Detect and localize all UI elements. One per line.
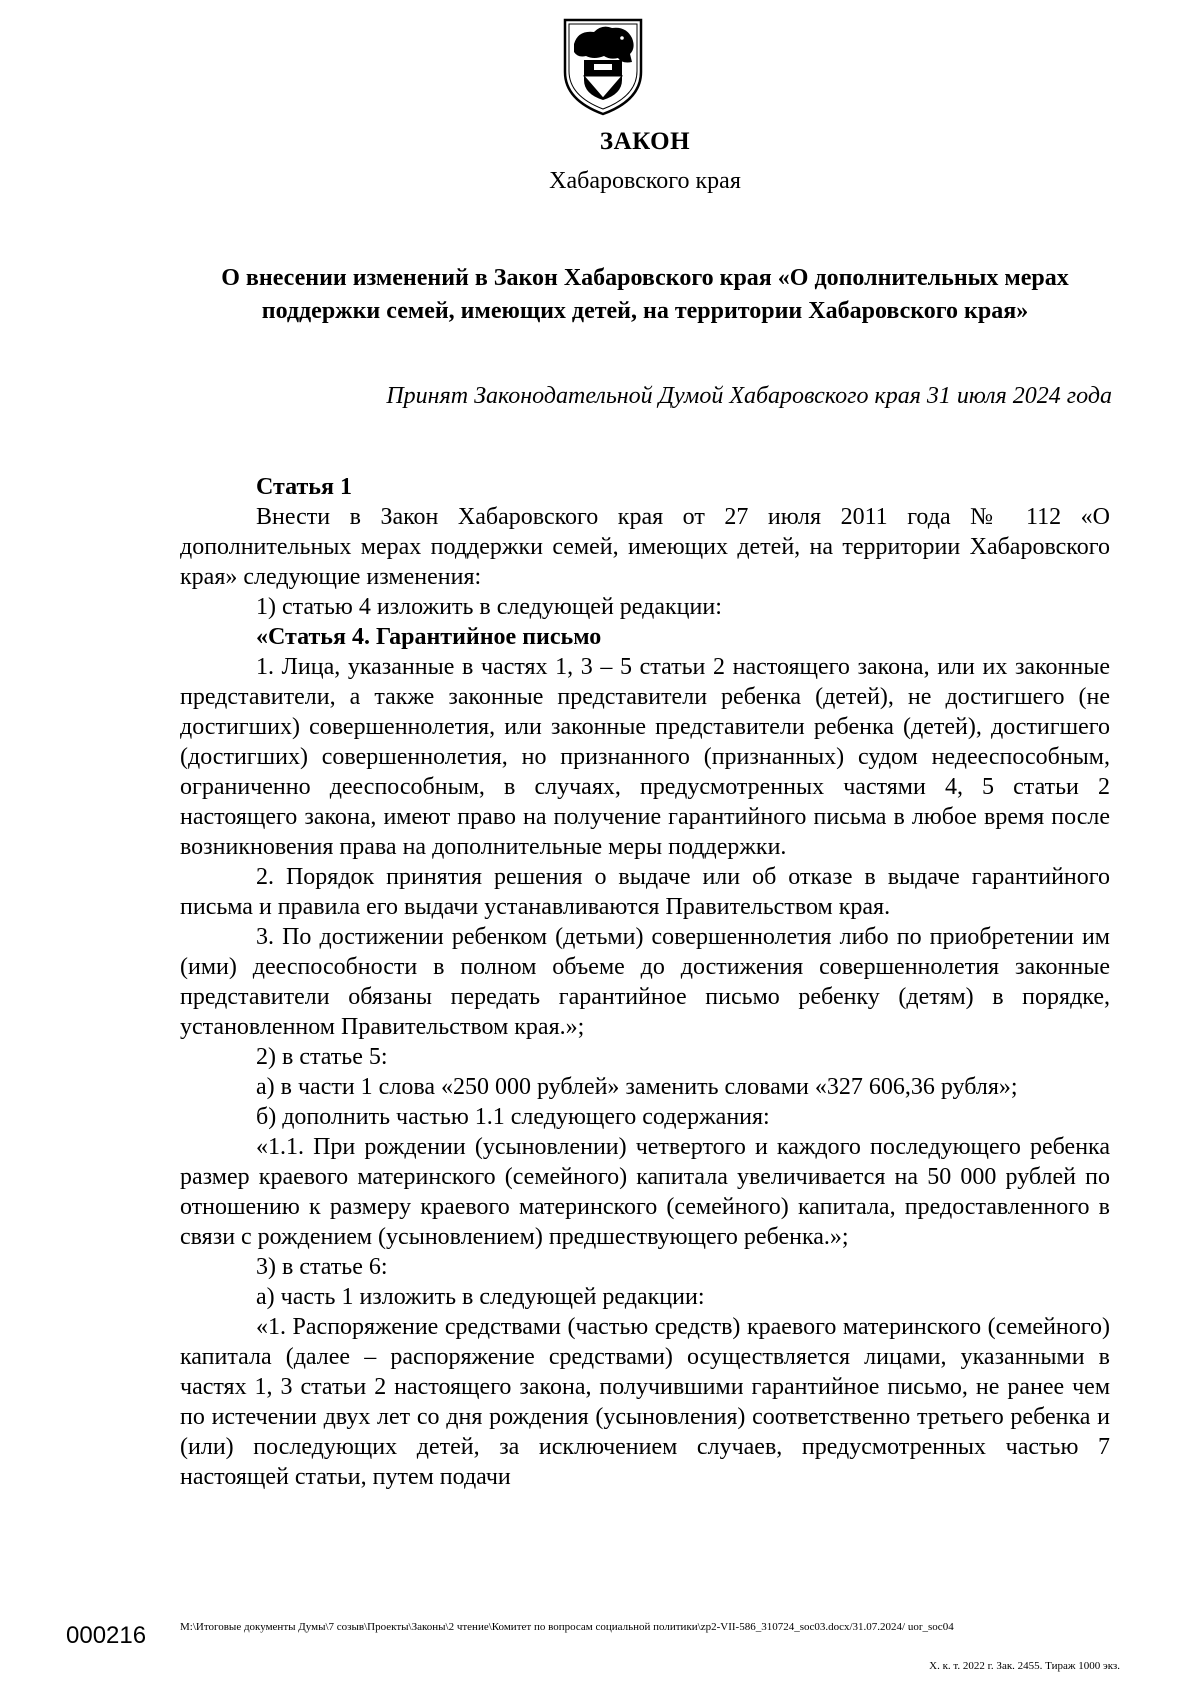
file-path: M:\Итоговые документы Думы\7 созыв\Проекты\Законы\2 чтение\Комитет по вопросам социальной политики\zp2-VII-586_310724_soc03.docx/31.07.2024/ uor_soc04 — [180, 1621, 954, 1633]
document-number: 000216 — [66, 1622, 147, 1649]
paragraph: «1.1. При рождении (усыновлении) четвертого и каждого последующего ребенка размер краевого материнского (семейного) капитала увеличивается на 50 000 рублей по отношению к размеру краевого материнского (семейного) капитала, предоставленного в связи с рождением (усыновлением) предшествующего ребенка.»; — [180, 1134, 1110, 1250]
paragraph: а) в части 1 слова «250 000 рублей» заменить словами «327 606,36 рубля»; — [256, 1074, 1018, 1100]
law-region: Хабаровского края — [549, 168, 741, 194]
law-body — [180, 472, 1110, 1492]
article-4-title: «Статья 4. Гарантийное письмо — [256, 624, 602, 650]
paragraph: 3) в статье 6: — [256, 1254, 388, 1280]
law-subject: О внесении изменений в Закон Хабаровского края «О дополнительных мерах поддержки семей, имеющих детей, на территории Хабаровского края» — [221, 265, 1069, 324]
paragraph: 3. По достижении ребенком (детьми) совершеннолетия либо по приобретении им (ими) дееспособности в полном объеме до достижения совершеннолетия законные представители обязаны передать гарантийное письмо ребенку (детям) в порядке, установленном Правительством края.»; — [180, 924, 1110, 1040]
paragraph: 1) статью 4 изложить в следующей редакции: — [256, 594, 722, 620]
paragraph: 1. Лица, указанные в частях 1, 3 – 5 статьи 2 настоящего закона, или их законные представители, а также законные представители ребенка (детей), не достигшего (не достигших) совершеннолетия, или законные представители ребенка (детей), достигшего (достигших) совершеннолетия, но признанного (признанных) судом недееспособным, ограниченно дееспособным, в случаях, предусмотренных частями 4, 5 статьи 2 настоящего закона, имеют право на получение гарантийного письма в любое время после возникновения права на дополнительные меры поддержки. — [180, 654, 1110, 860]
print-info: Х. к. т. 2022 г. Зак. 2455. Тираж 1000 экз. — [929, 1660, 1120, 1672]
paragraph: 2. Порядок принятия решения о выдаче или об отказе в выдаче гарантийного письма и правила его выдачи устанавливаются Правительством края. — [180, 864, 1110, 920]
law-title: ЗАКОН — [599, 128, 691, 155]
paragraph: б) дополнить частью 1.1 следующего содержания: — [256, 1104, 770, 1130]
paragraph: Внести в Закон Хабаровского края от 27 июля 2011 года № 112 «О дополнительных мерах поддержки семей, имеющих детей, на территории Хабаровского края» следующие изменения: — [180, 504, 1110, 590]
paragraph: 2) в статье 5: — [256, 1044, 388, 1070]
article-title: Статья 1 — [256, 474, 352, 500]
paragraph: а) часть 1 изложить в следующей редакции: — [256, 1284, 705, 1310]
coat-of-arms-bear-icon — [560, 14, 646, 116]
adoption-note: Принят Законодательной Думой Хабаровского края 31 июля 2024 года — [386, 383, 1112, 409]
paragraph: «1. Распоряжение средствами (частью средств) краевого материнского (семейного) капитала (далее – распоряжение средствами) осуществляется лицами, указанными в частях 1, 3 статьи 2 настоящего закона, получившими гарантийное письмо, не ранее чем по истечении двух лет со дня рождения (усыновления) соответственно третьего ребенка и (или) последующих детей, за исключением случаев, предусмотренных частью 7 настоящей статьи, путем подачи — [180, 1314, 1110, 1490]
